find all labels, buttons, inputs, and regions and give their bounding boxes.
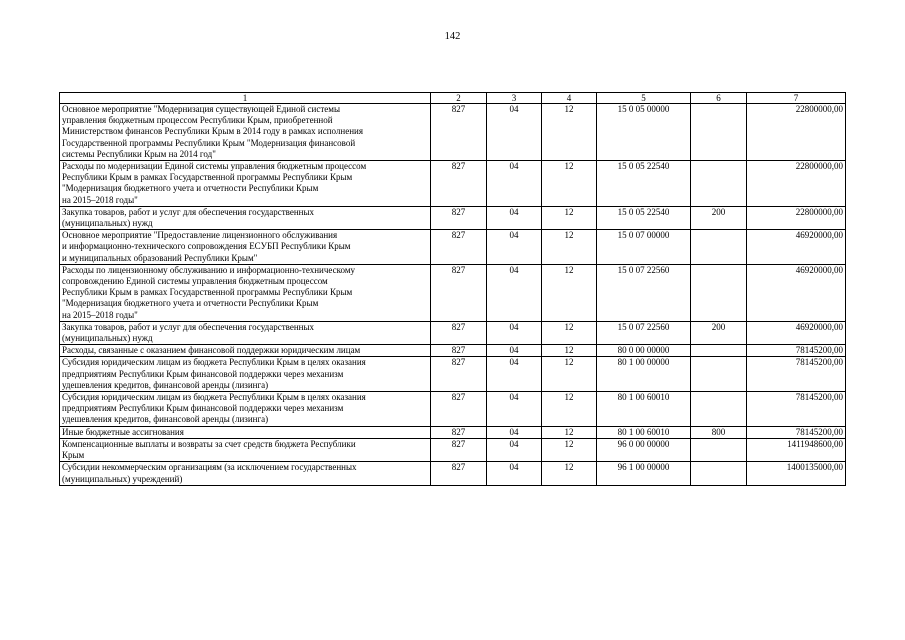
expense-type-cell: 200	[691, 206, 747, 229]
column-header-5: 5	[597, 93, 691, 104]
row-name-line: Субсидии некоммерческим организациям (за исключением государственных	[62, 462, 357, 473]
row-name-line: на 2015–2018 годы"	[62, 194, 138, 205]
row-name-cell	[60, 264, 431, 321]
target-article-cell: 80 1 00 60010	[597, 392, 691, 427]
ministry-code-cell: 827	[431, 426, 487, 438]
expense-type-cell: 200	[691, 321, 747, 344]
ministry-code-cell: 827	[431, 345, 487, 357]
header-row	[60, 93, 846, 104]
subsection-code-cell: 12	[542, 426, 597, 438]
amount-cell: 22800000,00	[747, 206, 846, 229]
row-name-cell	[60, 230, 431, 265]
row-name-line: Основное мероприятие "Модернизация существующей Единой системы	[62, 104, 341, 114]
row-name-line: "Модернизация бюджетного учета и отчетности Республики Крым	[62, 298, 319, 309]
row-name-line: Закупка товаров, работ и услуг для обеспечения государственных	[62, 206, 315, 217]
amount-cell: 46920000,00	[747, 264, 846, 321]
table-row	[60, 264, 846, 321]
section-code-cell: 04	[487, 345, 542, 357]
expense-type-cell	[691, 438, 747, 461]
row-name-line: на 2015–2018 годы"	[62, 309, 138, 320]
target-article-cell: 96 0 00 00000	[597, 438, 691, 461]
row-name-line: и муниципальных образований Республики Крым"	[62, 252, 258, 263]
row-name-cell	[60, 321, 431, 344]
subsection-code-cell: 12	[542, 345, 597, 357]
target-article-cell: 15 0 07 22560	[597, 264, 691, 321]
row-name-cell	[60, 206, 431, 229]
row-name-cell	[60, 462, 431, 485]
section-code-cell: 04	[487, 206, 542, 229]
target-article-cell: 80 0 00 00000	[597, 345, 691, 357]
row-name-line: Расходы, связанные с оказанием финансовой поддержки юридическим лицам	[62, 345, 361, 356]
row-name-line: Иные бюджетные ассигнования	[62, 426, 184, 437]
table-row	[60, 206, 846, 229]
expense-type-cell	[691, 104, 747, 161]
subsection-code-cell: 12	[542, 206, 597, 229]
ministry-code-cell: 827	[431, 438, 487, 461]
target-article-cell: 15 0 05 22540	[597, 161, 691, 207]
row-name-line: Крым	[62, 450, 85, 461]
row-name-line: удешевления кредитов, финансовой аренды (лизинга)	[62, 414, 269, 425]
amount-cell: 46920000,00	[747, 321, 846, 344]
expense-type-cell	[691, 357, 747, 392]
subsection-code-cell: 12	[542, 392, 597, 427]
row-name-line: Субсидия юридическим лицам из бюджета Республики Крым в целях оказания	[62, 357, 366, 368]
ministry-code-cell: 827	[431, 104, 487, 161]
subsection-code-cell: 12	[542, 230, 597, 265]
row-name-line: сопровождению Единой системы управления бюджетным процессом	[62, 276, 328, 287]
row-name-line: (муниципальных) учреждений)	[62, 473, 183, 484]
row-name-line: предприятиям Республики Крым финансовой поддержки через механизм	[62, 368, 344, 379]
table-row	[60, 462, 846, 485]
row-name-line: "Модернизация бюджетного учета и отчетности Республики Крым	[62, 183, 319, 194]
row-name-line: Основное мероприятие "Предоставление лицензионного обслуживания	[62, 230, 338, 241]
row-name-line: Расходы по лицензионному обслуживанию и информационно-техническому	[62, 264, 356, 275]
amount-cell: 22800000,00	[747, 161, 846, 207]
page-number: 142	[444, 31, 461, 42]
ministry-code-cell: 827	[431, 392, 487, 427]
expense-type-cell	[691, 161, 747, 207]
expense-type-cell	[691, 462, 747, 485]
section-code-cell: 04	[487, 161, 542, 207]
table-row	[60, 426, 846, 438]
row-name-line: Министерством финансов Республики Крым в 2014 году в рамках исполнения	[62, 126, 363, 137]
amount-cell: 78145200,00	[747, 426, 846, 438]
section-code-cell: 04	[487, 462, 542, 485]
row-name-line: предприятиям Республики Крым финансовой поддержки через механизм	[62, 403, 344, 414]
section-code-cell: 04	[487, 104, 542, 161]
amount-cell: 78145200,00	[747, 392, 846, 427]
table-row	[60, 345, 846, 357]
expense-type-cell	[691, 230, 747, 265]
row-name-line: (муниципальных) нужд	[62, 333, 153, 344]
subsection-code-cell: 12	[542, 264, 597, 321]
ministry-code-cell: 827	[431, 206, 487, 229]
section-code-cell: 04	[487, 321, 542, 344]
row-name-line: Расходы по модернизации Единой системы управления бюджетным процессом	[62, 161, 367, 172]
row-name-cell	[60, 104, 431, 161]
row-name-cell	[60, 161, 431, 207]
target-article-cell: 80 1 00 00000	[597, 357, 691, 392]
row-name-line: и информационно-технического сопровождения ЕСУБП Республики Крым	[62, 241, 351, 252]
section-code-cell: 04	[487, 230, 542, 265]
row-name-line: (муниципальных) нужд	[62, 218, 153, 229]
row-name-cell	[60, 438, 431, 461]
row-name-cell	[60, 345, 431, 357]
row-name-line: Закупка товаров, работ и услуг для обеспечения государственных	[62, 321, 315, 332]
amount-cell: 46920000,00	[747, 230, 846, 265]
column-header-7: 7	[747, 93, 846, 104]
expense-type-cell	[691, 392, 747, 427]
budget-table	[59, 92, 846, 486]
row-name-cell	[60, 426, 431, 438]
section-code-cell: 04	[487, 438, 542, 461]
subsection-code-cell: 12	[542, 357, 597, 392]
table-row	[60, 230, 846, 265]
subsection-code-cell: 12	[542, 104, 597, 161]
ministry-code-cell: 827	[431, 321, 487, 344]
table-row	[60, 357, 846, 392]
column-header-3: 3	[487, 93, 542, 104]
subsection-code-cell: 12	[542, 161, 597, 207]
section-code-cell: 04	[487, 392, 542, 427]
target-article-cell: 15 0 07 00000	[597, 230, 691, 265]
column-header-1: 1	[60, 93, 431, 104]
amount-cell: 22800000,00	[747, 104, 846, 161]
target-article-cell: 15 0 05 00000	[597, 104, 691, 161]
row-name-line: Республики Крым в рамках Государственной программы Республики Крым	[62, 287, 353, 298]
section-code-cell: 04	[487, 426, 542, 438]
subsection-code-cell: 12	[542, 321, 597, 344]
ministry-code-cell: 827	[431, 161, 487, 207]
column-header-6: 6	[691, 93, 747, 104]
row-name-line: Государственной программы Республики Крым "Модернизация финансовой	[62, 137, 356, 148]
row-name-cell	[60, 357, 431, 392]
expense-type-cell: 800	[691, 426, 747, 438]
row-name-line: удешевления кредитов, финансовой аренды (лизинга)	[62, 379, 269, 390]
ministry-code-cell: 827	[431, 357, 487, 392]
amount-cell: 1411948600,00	[747, 438, 846, 461]
amount-cell: 78145200,00	[747, 357, 846, 392]
expense-type-cell	[691, 345, 747, 357]
ministry-code-cell: 827	[431, 264, 487, 321]
target-article-cell: 15 0 05 22540	[597, 206, 691, 229]
table-row	[60, 104, 846, 161]
table-row	[60, 161, 846, 207]
row-name-line: Субсидия юридическим лицам из бюджета Республики Крым в целях оказания	[62, 392, 366, 403]
ministry-code-cell: 827	[431, 230, 487, 265]
column-header-4: 4	[542, 93, 597, 104]
subsection-code-cell: 12	[542, 462, 597, 485]
section-code-cell: 04	[487, 264, 542, 321]
table-row	[60, 438, 846, 461]
subsection-code-cell: 12	[542, 438, 597, 461]
expense-type-cell	[691, 264, 747, 321]
row-name-line: системы Республики Крым на 2014 год"	[62, 148, 216, 159]
section-code-cell: 04	[487, 357, 542, 392]
row-name-line: Республики Крым в рамках Государственной программы Республики Крым	[62, 172, 353, 183]
table-row	[60, 392, 846, 427]
table-row	[60, 321, 846, 344]
target-article-cell: 80 1 00 60010	[597, 426, 691, 438]
target-article-cell: 15 0 07 22560	[597, 321, 691, 344]
row-name-line: управления бюджетным процессом Республики Крым, приобретенной	[62, 115, 333, 126]
row-name-line: Компенсационные выплаты и возвраты за счет средств бюджета Республики	[62, 438, 356, 449]
amount-cell: 78145200,00	[747, 345, 846, 357]
ministry-code-cell: 827	[431, 462, 487, 485]
amount-cell: 1400135000,00	[747, 462, 846, 485]
row-name-cell	[60, 392, 431, 427]
target-article-cell: 96 1 00 00000	[597, 462, 691, 485]
table-body	[60, 104, 846, 486]
column-header-2: 2	[431, 93, 487, 104]
